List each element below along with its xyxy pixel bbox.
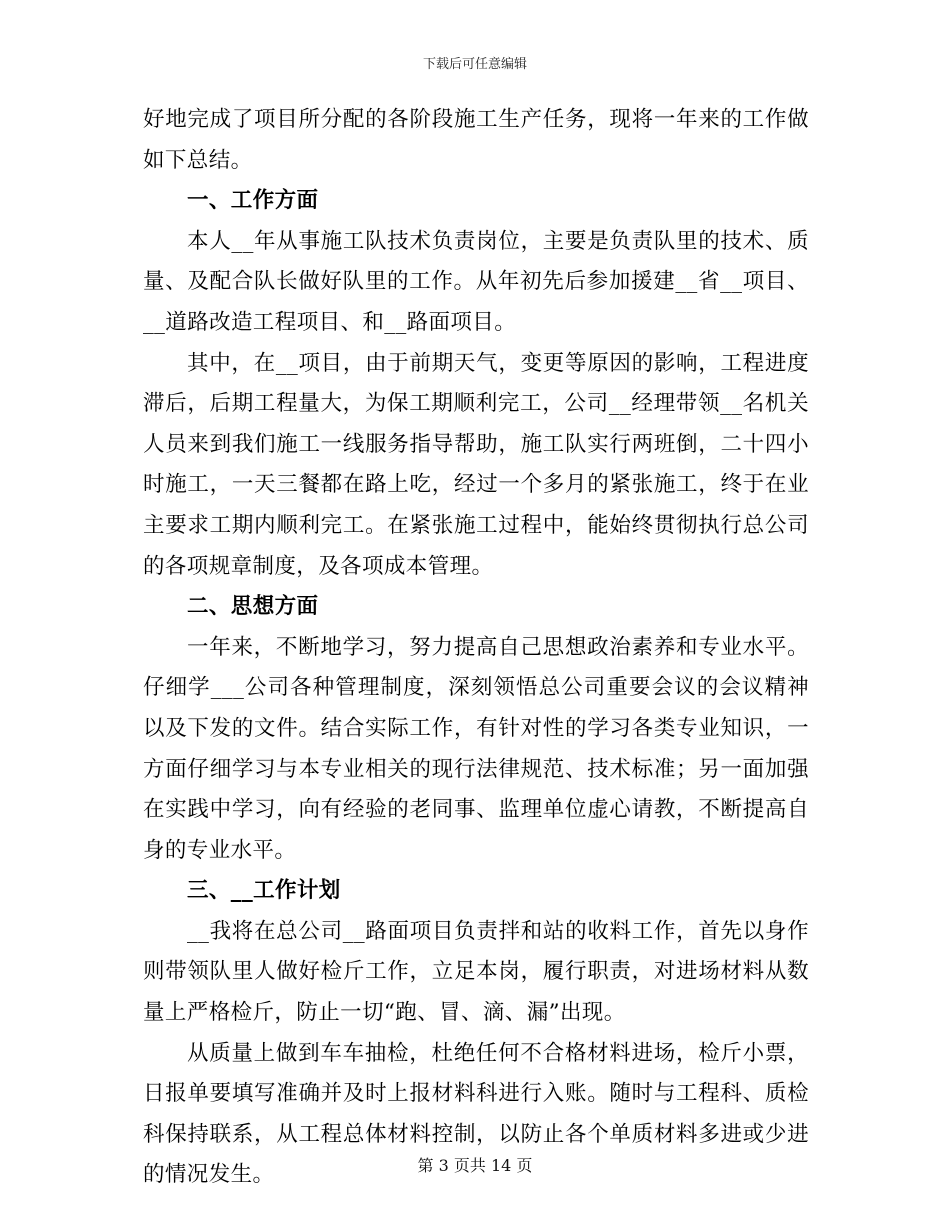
section-heading-work: 一、工作方面 <box>187 188 319 214</box>
page-header: 下载后可任意编辑 <box>422 57 527 72</box>
section-heading-thought: 二、思想方面 <box>187 594 319 620</box>
paragraph-work-role: 本人__年从事施工队技术负责岗位，主要是负责队里的技术、质量、及配合队长做好队里的工作。从年初先后参加援建__省__项目、__道路改造工程项目、和__路面项目。 <box>143 228 809 335</box>
document-body <box>143 100 809 1196</box>
paragraph-intro: 好地完成了项目所分配的各阶段施工生产任务，现将一年来的工作做如下总结。 <box>143 107 809 173</box>
paragraph-thought: 一年来，不断地学习，努力提高自己思想政治素养和专业水平。仔细学___公司各种管理制度，深刻领悟总公司重要会议的会议精神以及下发的文件。结合实际工作，有针对性的学习各类专业知识，一方面仔细学习与本专业相关的现行法律规范、技术标准；另一面加强在实践中学习，向有经验的老同事、监理单位虚心请教，不断提高自身的专业水平。 <box>143 634 809 863</box>
page-footer: 第 3 页共 14 页 <box>417 1156 533 1175</box>
paragraph-plan-quality: 从质量上做到车车抽检，杜绝任何不合格材料进场，检斤小票，日报单要填写准确并及时上报材料科进行入账。随时与工程科、质检科保持联系，从工程总体材料控制，以防止各个单质材料多进或少进的情况发生。 <box>143 1040 809 1188</box>
paragraph-work-project: 其中，在__项目，由于前期天气，变更等原因的影响，工程进度滞后，后期工程量大，为保工期顺利完工，公司__经理带领__名机关人员来到我们施工一线服务指导帮助，施工队实行两班倒，二十四小时施工，一天三餐都在路上吃，经过一个多月的紧张施工，终于在业主要求工期内顺利完工。在紧张施工过程中，能始终贯彻执行总公司的各项规章制度，及各项成本管理。 <box>143 350 809 579</box>
section-heading-plan: 三、__工作计划 <box>187 878 341 904</box>
paragraph-plan-weighing: __我将在总公司__路面项目负责拌和站的收料工作，首先以身作则带领队里人做好检斤工作，立足本岗，履行职责，对进场材料从数量上严格检斤，防止一切“跑、冒、滴、漏”出现。 <box>143 918 809 1026</box>
